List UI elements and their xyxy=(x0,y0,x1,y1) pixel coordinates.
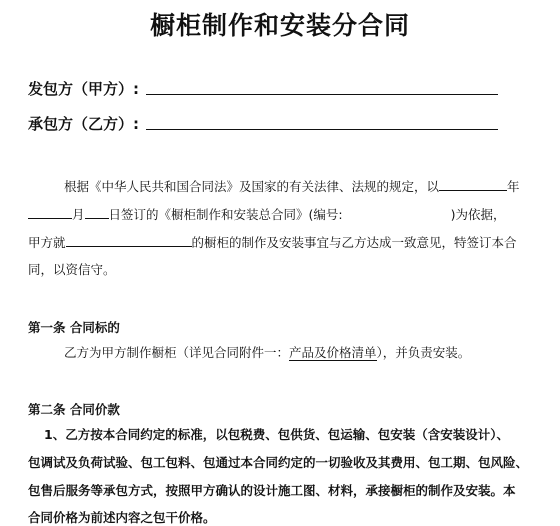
article-1-text-a: 乙方为甲方制作橱柜（详见合同附件一： xyxy=(64,345,290,360)
party-a-row xyxy=(28,78,139,99)
intro-text: 日签订的《橱柜制作和安装总合同》(编号: xyxy=(108,207,343,222)
intro-line-4: 同，以资信守。 xyxy=(28,262,116,277)
intro-text: 的橱柜的制作及安装事宜与乙方达成一致意见，特签订本合 xyxy=(191,235,517,250)
party-a-label: 发包方（甲方）: xyxy=(28,80,139,98)
intro-line-2 xyxy=(28,206,506,223)
date-month-blank[interactable] xyxy=(28,206,72,219)
article-1-text-b: ），并负责安装。 xyxy=(376,345,471,360)
article-2-line-2: 包调试及负荷试验、包工包料、包通过本合同约定的一切验收及其费用、包工期、包风险、 xyxy=(28,455,529,470)
party-b-row xyxy=(28,113,139,134)
intro-text: 甲方就 xyxy=(28,235,66,250)
article-2-line-4: 合同价格为前述内容之包干价格。 xyxy=(28,510,216,525)
party-b-label: 承包方（乙方）: xyxy=(28,115,139,133)
article-1-text xyxy=(64,345,470,361)
intro-text: 根据《中华人民共和国合同法》及国家的有关法律、法规的规定，以 xyxy=(64,179,440,194)
page-title: 橱柜制作和安装分合同 xyxy=(149,11,410,40)
price-list-link[interactable]: 产品及价格清单 xyxy=(289,345,377,360)
intro-text: )为依据， xyxy=(450,207,506,222)
article-1-heading: 第一条 合同标的 xyxy=(28,320,120,335)
project-blank[interactable] xyxy=(66,234,192,247)
article-2-line-1: 1、乙方按本合同约定的标准，以包税费、包供货、包运输、包安装（含安装设计）、 xyxy=(44,427,509,442)
intro-line-1 xyxy=(64,178,520,195)
party-b-blank[interactable] xyxy=(146,129,498,130)
date-day-blank[interactable] xyxy=(85,206,109,219)
date-year-blank[interactable] xyxy=(439,178,507,191)
article-2-heading: 第二条 合同价款 xyxy=(28,402,120,417)
intro-line-3 xyxy=(28,234,517,251)
article-2-line-3: 包售后服务等承包方式，按照甲方确认的设计施工图、材料，承接橱柜的制作及安装。本 xyxy=(28,483,516,498)
intro-text: 年 xyxy=(507,179,520,194)
intro-text: 月 xyxy=(72,207,85,222)
party-a-blank[interactable] xyxy=(146,94,498,95)
